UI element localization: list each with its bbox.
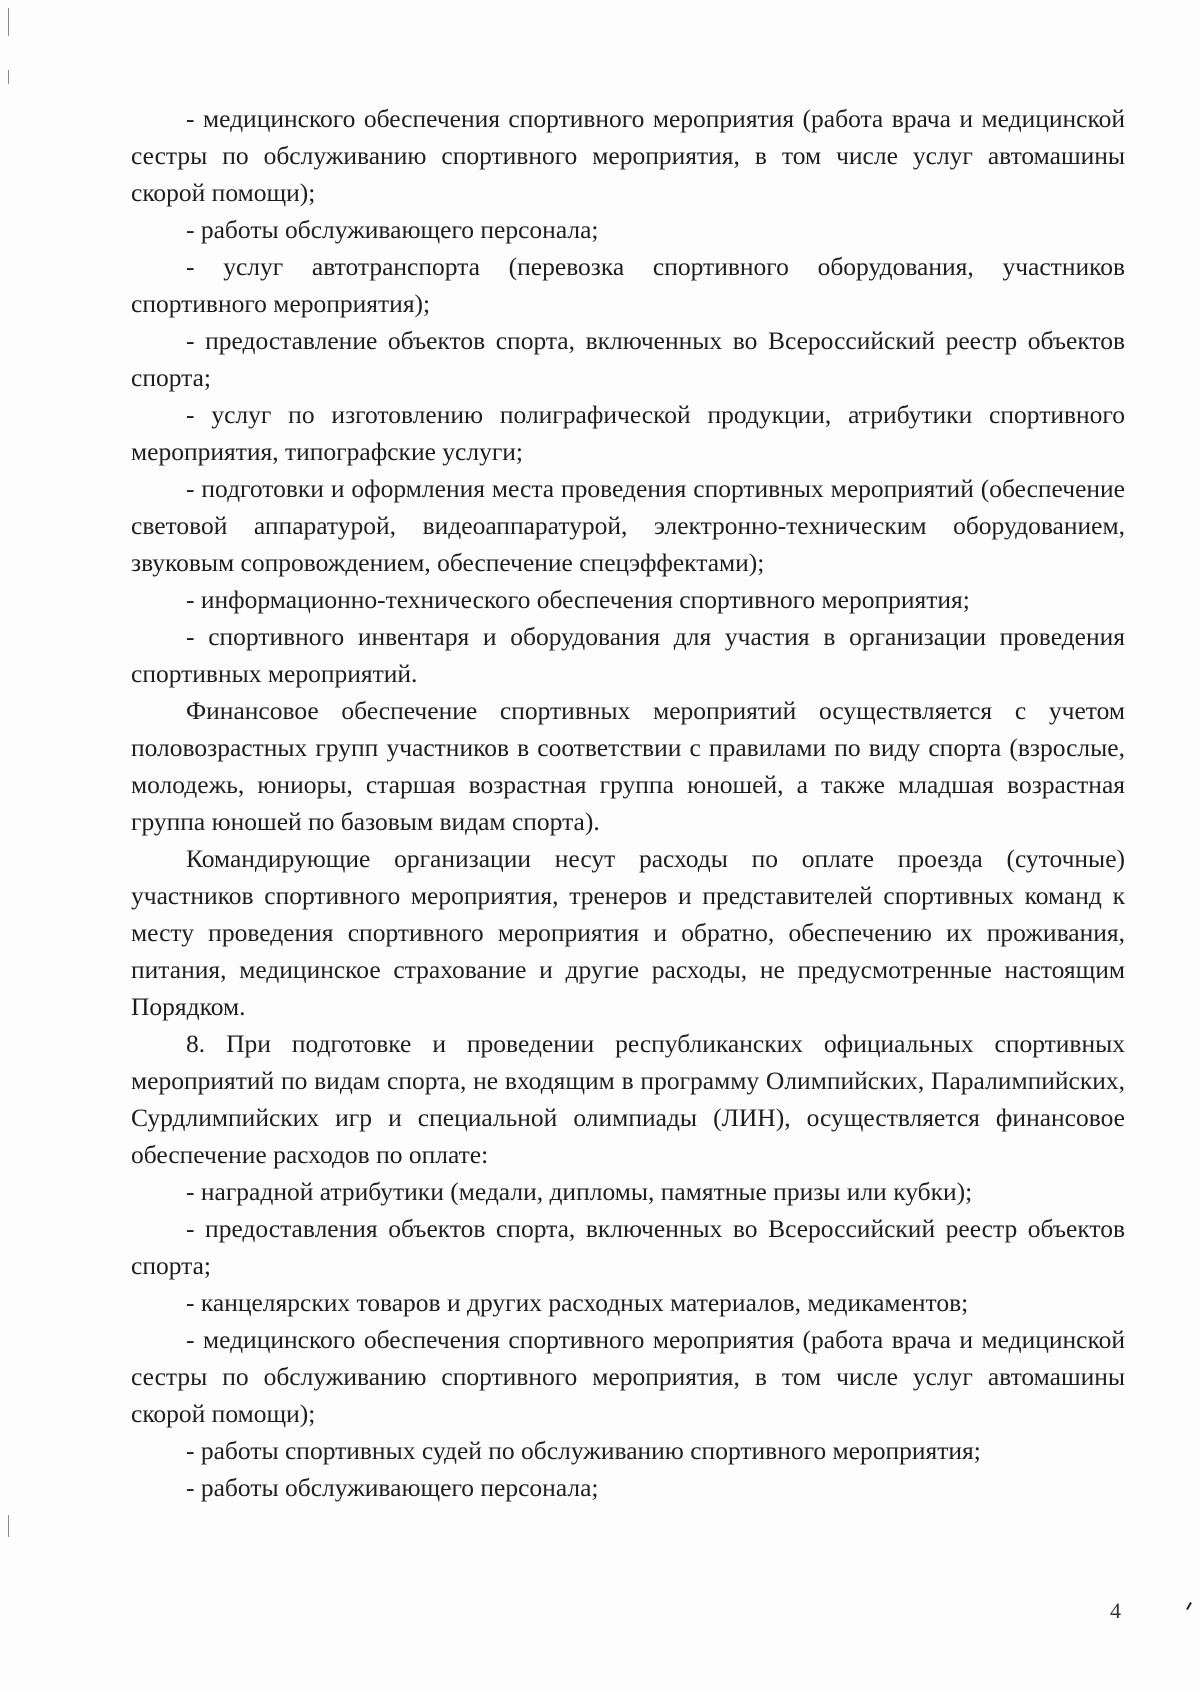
scan-artifact (8, 70, 9, 84)
paragraph: - информационно-технического обеспечения спортивного мероприятия; (186, 585, 970, 614)
paragraph: 8. При подготовке и проведении республиканских официальных спортивных мероприятий по видам спорта, не входящим в программу Олимпийских, Паралимпийских, Сурдлимпийских игр и специальной олимпиады (ЛИН), осуществляется финансовое обеспечение расходов по оплате: (131, 1029, 1125, 1169)
scan-artifact (8, 8, 9, 36)
paragraph: - медицинского обеспечения спортивного мероприятия (работа врача и медицинской сестры по обслуживанию спортивного мероприятия, в том числе услуг автомашины скорой помощи); (131, 104, 1125, 207)
paragraph: - услуг по изготовлению полиграфической продукции, атрибутики спортивного мероприятия, типографские услуги; (131, 400, 1125, 466)
scan-artifact (1186, 1602, 1192, 1610)
paragraph: - работы обслуживающего персонала; (186, 215, 599, 244)
paragraph: - предоставление объектов спорта, включенных во Всероссийский реестр объектов спорта; (131, 326, 1125, 392)
page-number: 4 (1110, 1598, 1121, 1623)
paragraph: - спортивного инвентаря и оборудования для участия в организации проведения спортивных мероприятий. (131, 622, 1125, 688)
scan-artifact (8, 1515, 9, 1537)
paragraph: Финансовое обеспечение спортивных мероприятий осуществляется с учетом половозрастных групп участников в соответствии с правилами по виду спорта (взрослые, молодежь, юниоры, старшая возрастная группа юношей, а также младшая возрастная группа юношей по базовым видам спорта). (131, 696, 1125, 836)
paragraph: Командирующие организации несут расходы по оплате проезда (суточные) участников спортивного мероприятия, тренеров и представителей спортивных команд к месту проведения спортивного мероприятия и обратно, обеспечению их проживания, питания, медицинское страхование и другие расходы, не предусмотренные настоящим Порядком. (131, 844, 1125, 1021)
paragraph: - услуг автотранспорта (перевозка спортивного оборудования, участников спортивного мероприятия); (131, 252, 1125, 318)
paragraph: - канцелярских товаров и других расходных материалов, медикаментов; (186, 1288, 969, 1317)
paragraph: - медицинского обеспечения спортивного мероприятия (работа врача и медицинской сестры по обслуживанию спортивного мероприятия, в том числе услуг автомашины скорой помощи); (131, 1325, 1125, 1428)
paragraph: - работы спортивных судей по обслуживанию спортивного мероприятия; (186, 1436, 981, 1465)
paragraph: - предоставления объектов спорта, включенных во Всероссийский реестр объектов спорта; (131, 1214, 1125, 1280)
document-body (131, 100, 1125, 1506)
paragraph: - наградной атрибутики (медали, дипломы, памятные призы или кубки); (186, 1177, 973, 1206)
paragraph: - подготовки и оформления места проведения спортивных мероприятий (обеспечение световой аппаратурой, видеоаппаратурой, электронно-техническим оборудованием, звуковым сопровождением, обеспечение спецэффектами); (131, 474, 1125, 577)
paragraph: - работы обслуживающего персонала; (186, 1473, 599, 1502)
